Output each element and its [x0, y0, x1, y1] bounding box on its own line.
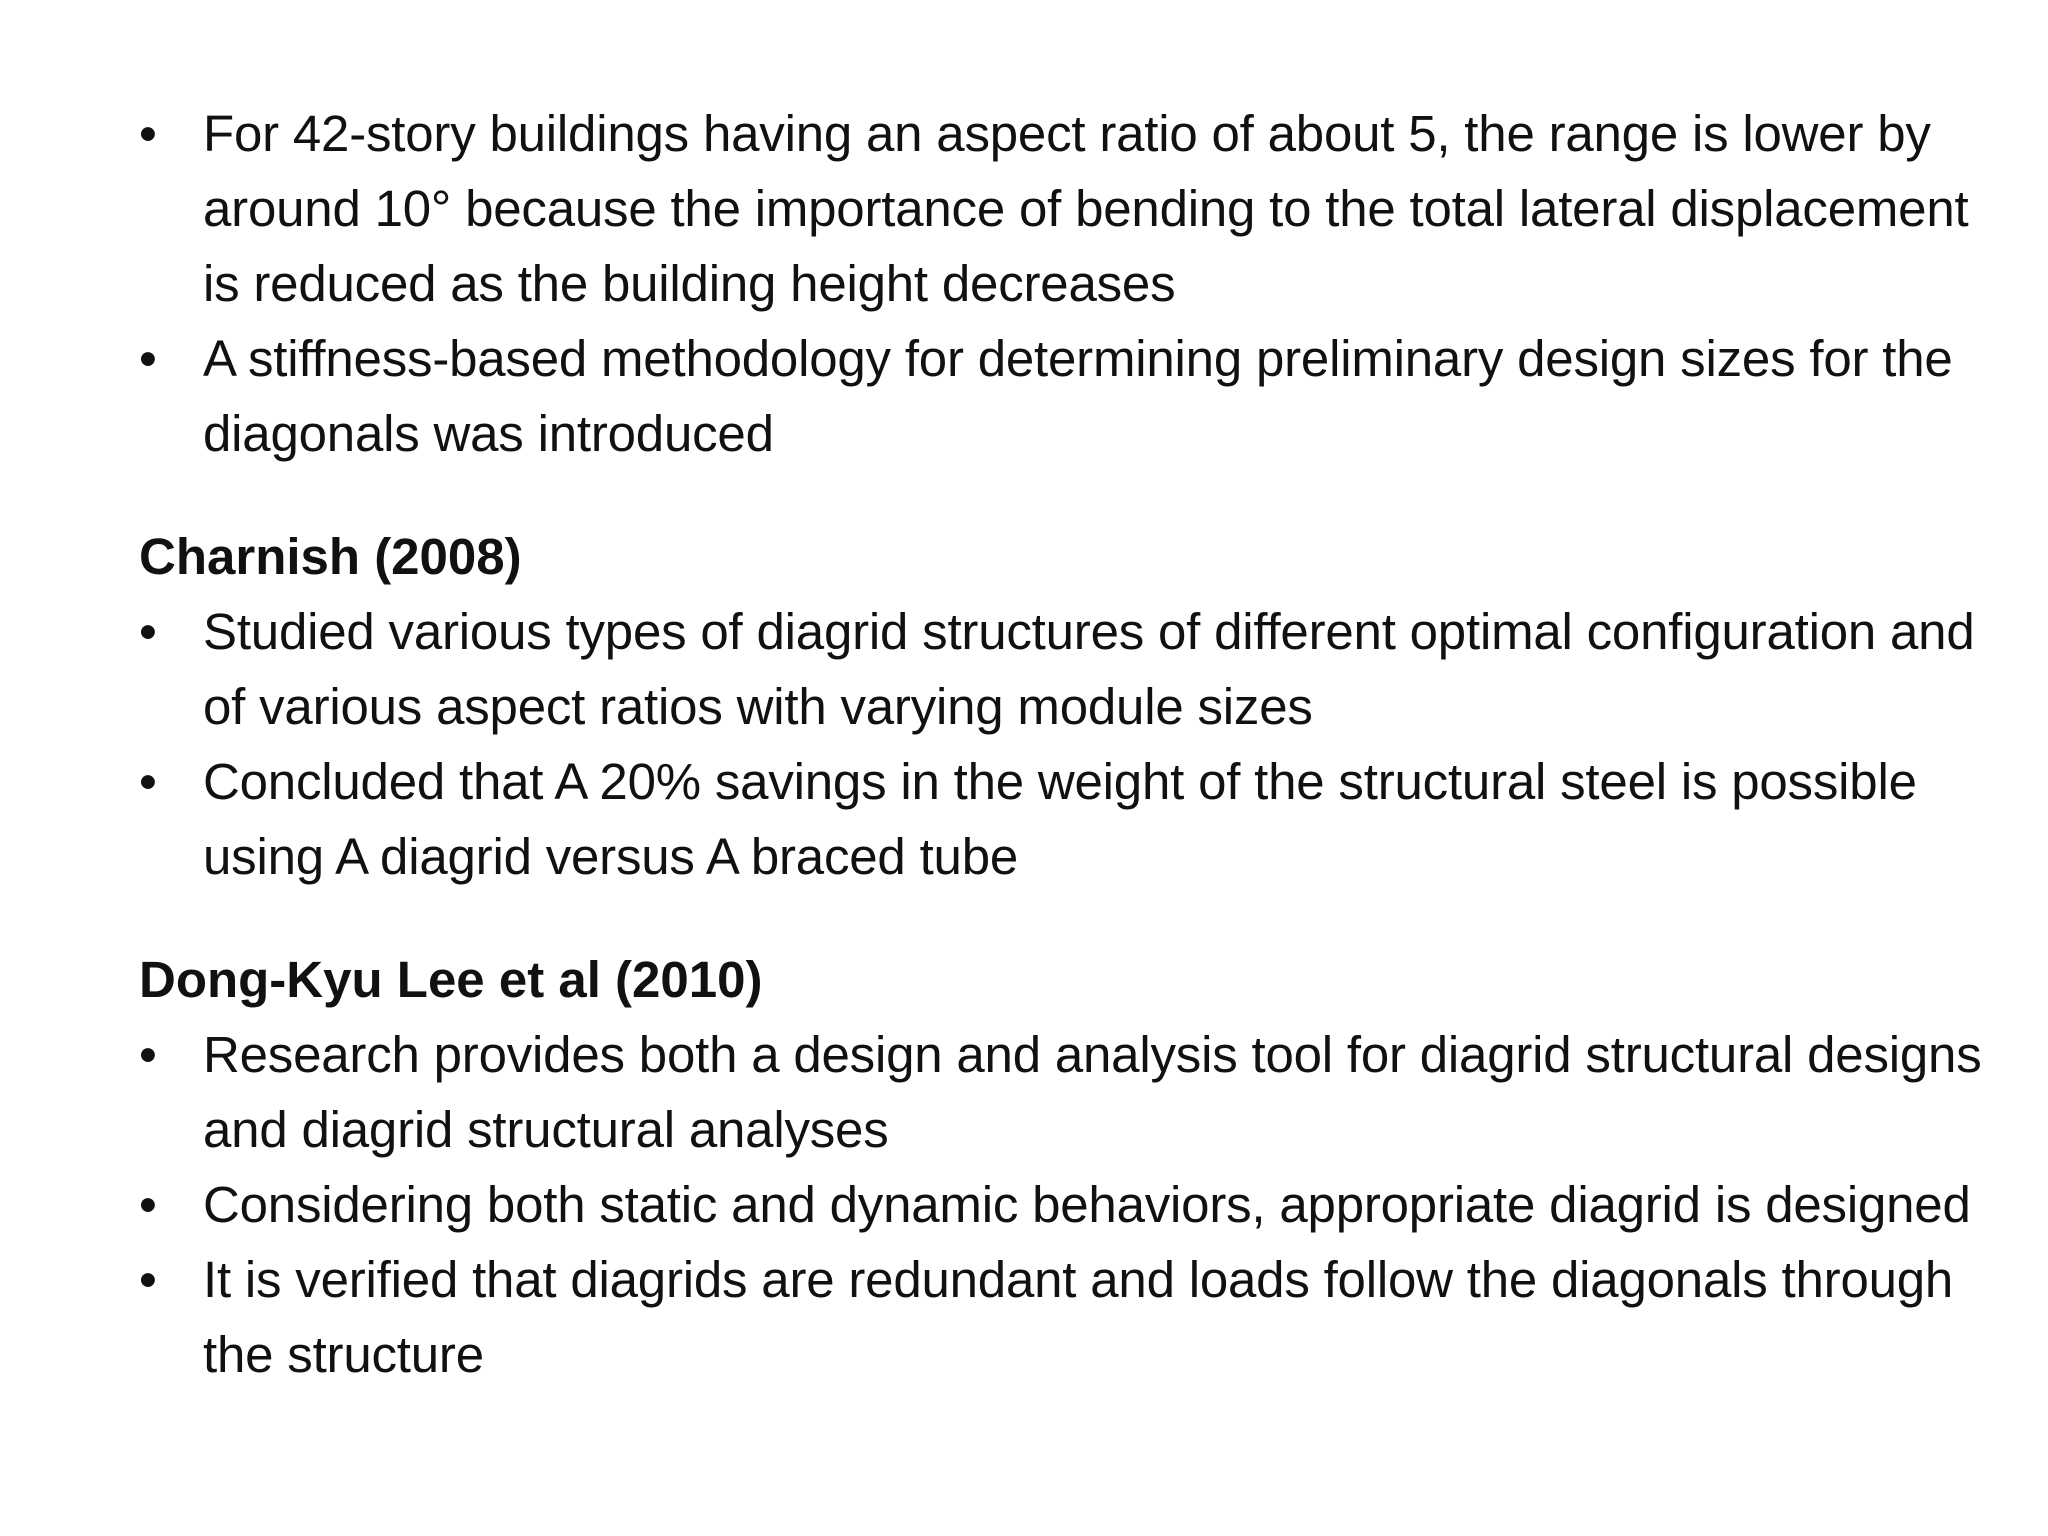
bullet-item [139, 321, 1999, 471]
section-heading-charnish: Charnish (2008) [139, 528, 522, 585]
bullet-icon: • [139, 1026, 157, 1083]
bullet-icon: • [139, 753, 157, 810]
charnish-bullet-list [139, 594, 1999, 894]
bullet-item [139, 1017, 1999, 1167]
bullet-text: Considering both static and dynamic behaviors, appropriate diagrid is designed [203, 1176, 1971, 1233]
bullet-item [139, 1167, 1999, 1242]
bullet-item [139, 96, 1999, 321]
bullet-icon: • [139, 1251, 157, 1308]
bullet-item [139, 744, 1999, 894]
bullet-text: For 42-story buildings having an aspect ratio of about 5, the range is lower by around 10° because the importance of bending to the total lateral displacement is reduced as the building height decreases [203, 105, 1969, 312]
bullet-item [139, 1242, 1999, 1392]
section-heading-dong-kyu-lee: Dong-Kyu Lee et al (2010) [139, 951, 763, 1008]
bullet-icon: • [139, 603, 157, 660]
bullet-text: Studied various types of diagrid structures of different optimal configuration and of various aspect ratios with varying module sizes [203, 603, 1975, 735]
intro-bullet-list [139, 96, 1999, 471]
bullet-text: Research provides both a design and analysis tool for diagrid structural designs and diagrid structural analyses [203, 1026, 1982, 1158]
bullet-icon: • [139, 105, 157, 162]
spacer [139, 894, 1999, 942]
slide-content [139, 96, 1999, 1392]
dong-kyu-lee-bullet-list [139, 1017, 1999, 1392]
bullet-text: It is verified that diagrids are redundant and loads follow the diagonals through the structure [203, 1251, 1954, 1383]
spacer [139, 471, 1999, 519]
bullet-text: A stiffness-based methodology for determining preliminary design sizes for the diagonals was introduced [203, 330, 1953, 462]
bullet-icon: • [139, 1176, 157, 1233]
bullet-item [139, 594, 1999, 744]
bullet-icon: • [139, 330, 157, 387]
bullet-text: Concluded that A 20% savings in the weight of the structural steel is possible using A diagrid versus A braced tube [203, 753, 1917, 885]
